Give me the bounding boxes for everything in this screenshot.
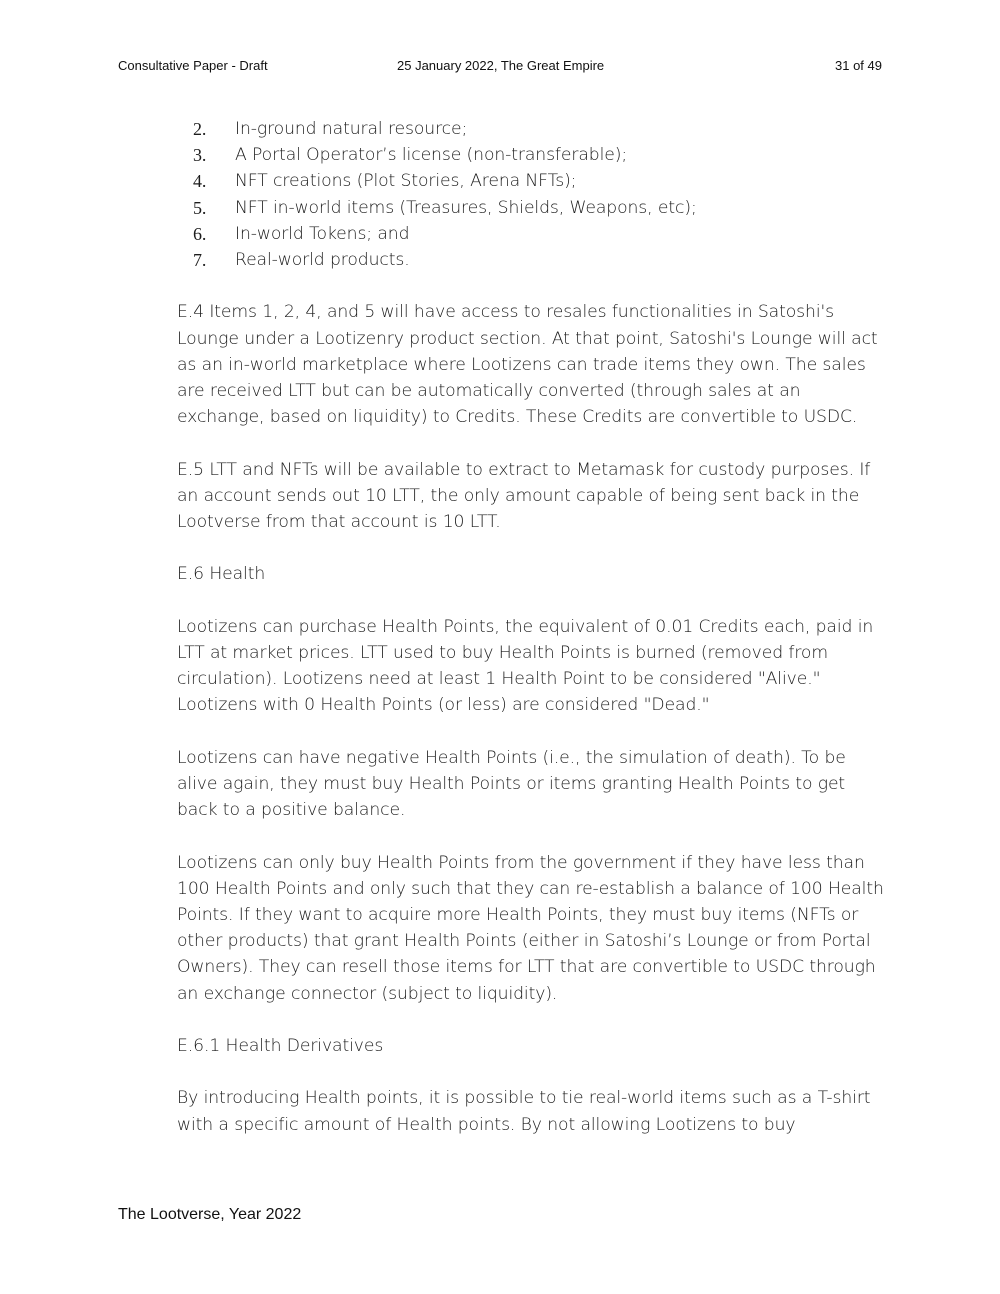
header-date-location: 25 January 2022, The Great Empire xyxy=(397,58,605,73)
paragraph-e5: E.5 LTT and NFTs will be available to extract to Metamask for custody purposes. If an account sends out 10 LTT, the only amount capable of being sent back in the Lootverse from that account is 10 LTT. xyxy=(177,459,871,532)
page-body xyxy=(177,116,889,1138)
header-page-number: 31 of 49 xyxy=(835,58,882,73)
list-item-number: 4. xyxy=(193,171,207,192)
paragraph-e4: E.4 Items 1, 2, 4, and 5 will have access to resales functionalities in Satoshi's Lounge under a Lootizenry product section. At that point, Satoshi's Lounge will act as an in-world marketplace where Lootizens can trade items they own. The sales are received LTT but can be automatically converted (through sales at an exchange, based on liquidity) to Credits. These Credits are convertible to USDC. xyxy=(177,302,878,428)
list-item-text: In-ground natural resource; xyxy=(235,119,468,139)
list-item-text: A Portal Operator’s license (non-transferable); xyxy=(235,145,628,166)
list-item-number: 7. xyxy=(193,249,207,270)
list-item-text: NFT creations (Plot Stories, Arena NFTs); xyxy=(235,171,577,192)
list-item-number: 6. xyxy=(193,223,207,244)
page-header xyxy=(118,58,882,78)
list-item xyxy=(177,195,889,221)
list-item-number: 5. xyxy=(193,197,207,218)
paragraph-government-health: Lootizens can only buy Health Points from the government if they have less than 100 Health Points and only such that they can re-establish a balance of 100 Health Points. If they want to acquire more Health Points, they must buy items (NFTs or other products) that grant Health Points (either in Satoshi’s Lounge or from Portal Owners). They can resell those items for LTT that are convertible to USDC through an exchange connector (subject to liquidity). xyxy=(177,852,884,1004)
list-item-text: NFT in-world items (Treasures, Shields, Weapons, etc); xyxy=(235,197,697,218)
list-item xyxy=(177,221,889,247)
header-document-status: Consultative Paper - Draft xyxy=(118,58,268,73)
list-item-number: 2. xyxy=(193,119,207,139)
list-item-text: In-world Tokens; and xyxy=(235,223,410,244)
section-heading-health: E.6 Health xyxy=(177,564,266,585)
section-heading-health-derivatives: E.6.1 Health Derivatives xyxy=(177,1035,384,1056)
paragraph-health-purchase: Lootizens can purchase Health Points, the equivalent of 0.01 Credits each, paid in LTT at market prices. LTT used to buy Health Points is burned (removed from circulation). Lootizens need at least 1 Health Point to be considered "Alive." Lootizens with 0 Health Points (or less) are considered "Dead." xyxy=(177,616,874,716)
paragraph-negative-health: Lootizens can have negative Health Points (i.e., the simulation of death). To be alive again, they must buy Health Points or items granting Health Points to get back to a positive balance. xyxy=(177,747,846,821)
paragraph-health-derivatives: By introducing Health points, it is possible to tie real-world items such as a T-shirt with a specific amount of Health points. By not allowing Lootizens to buy xyxy=(177,1088,871,1135)
list-item xyxy=(177,247,889,273)
list-item xyxy=(177,116,889,142)
list-item-text: Real-world products. xyxy=(235,249,410,270)
list-item xyxy=(177,168,889,194)
asset-list xyxy=(177,116,889,273)
page-footer: The Lootverse, Year 2022 xyxy=(118,1206,302,1223)
list-item-number: 3. xyxy=(193,145,207,166)
list-item xyxy=(177,142,889,168)
